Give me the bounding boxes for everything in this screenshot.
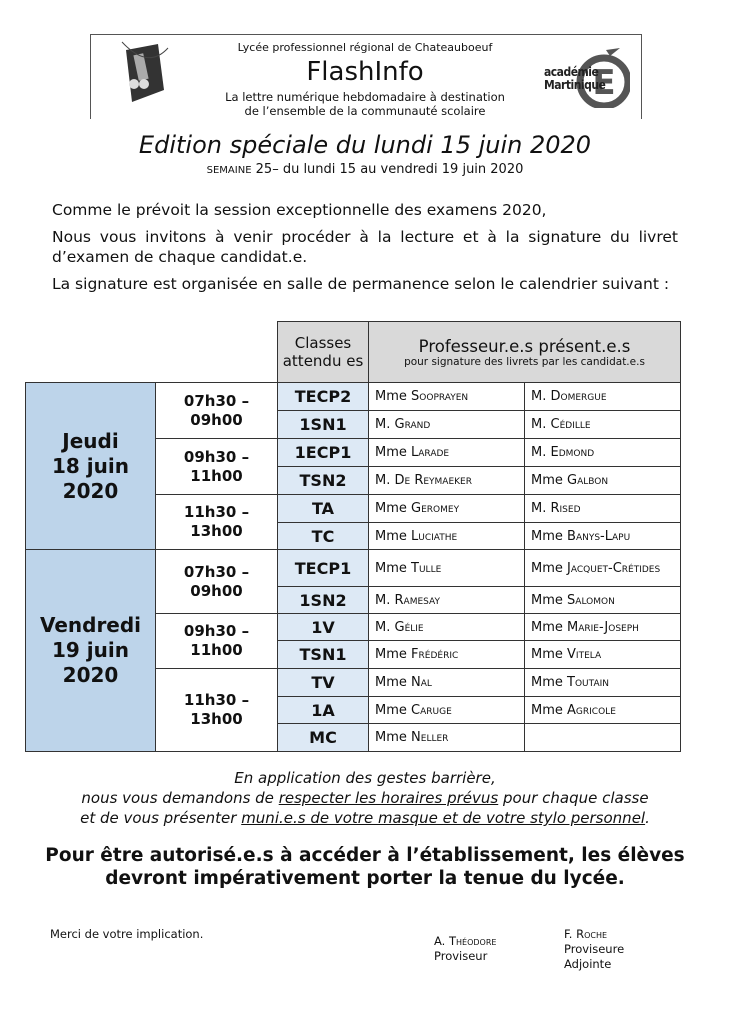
- time-start: 11h30 –: [183, 503, 250, 521]
- teacher-cell: [369, 439, 525, 467]
- empty-cell: [26, 322, 156, 383]
- teacher-title: Mme: [531, 473, 563, 488]
- intro-p2: Nous vous invitons à venir procéder à la lecture et à la signature du livret d’examen de chaque candidat.e.: [52, 228, 678, 266]
- teacher-cell: [525, 587, 681, 614]
- note-text: nous vous demandons de: [81, 789, 279, 807]
- header-classes: Classes attendu es: [278, 322, 369, 383]
- signatory-name: [564, 927, 624, 942]
- newsletter-title: FlashInfo: [306, 57, 424, 87]
- day-date: 19 juin: [52, 638, 129, 662]
- teacher-title: Mme: [531, 675, 563, 690]
- teacher-surname: Larade: [411, 445, 450, 460]
- school-name: Lycée professionnel régional de Chateauboeuf: [237, 41, 493, 54]
- teacher-title: M.: [531, 445, 547, 460]
- newsletter-tagline: [180, 90, 550, 118]
- note-text: pour chaque classe: [498, 789, 649, 807]
- teacher-title: Mme: [375, 560, 407, 576]
- tagline-line: de l’ensemble de la communauté scolaire: [244, 104, 486, 118]
- teacher-title: Mme: [375, 528, 407, 544]
- week-label: SEMAINE: [206, 165, 252, 176]
- day-name: Vendredi: [39, 613, 142, 637]
- time-end: 13h00: [190, 710, 243, 728]
- teacher-surname: Gélie: [394, 619, 424, 635]
- teacher-title: Mme: [375, 702, 407, 718]
- day-year: 2020: [62, 478, 119, 503]
- teacher-cell: [525, 641, 681, 669]
- header-profs-title: Professeur.e.s présent.e.s: [418, 336, 631, 356]
- class-cell: 1V: [278, 614, 369, 641]
- teacher-surname: Vitela: [567, 647, 602, 662]
- intro-p3: La signature est organisée en salle de permanence selon le calendrier suivant :: [52, 275, 670, 293]
- time-slot: [156, 439, 278, 495]
- day-name: Jeudi: [62, 428, 119, 453]
- note-emphasis: respecter les horaires prévus: [278, 789, 499, 807]
- teacher-title: M.: [531, 389, 547, 404]
- class-cell: 1A: [278, 697, 369, 724]
- school-logo: [118, 40, 170, 108]
- teacher-cell: [525, 523, 681, 550]
- signature-proviseur: [434, 934, 496, 964]
- edition-title: Edition spéciale du lundi 15 juin 2020: [138, 131, 592, 159]
- teacher-cell: [369, 641, 525, 669]
- class-cell: TC: [278, 523, 369, 550]
- time-end: 13h00: [190, 522, 243, 540]
- teacher-surname: Jacquet-Crétides: [567, 560, 661, 576]
- note-line: [0, 788, 730, 808]
- teacher-cell: [525, 724, 681, 752]
- teacher-cell: [525, 669, 681, 697]
- signatory-role: Proviseur: [434, 949, 488, 963]
- teacher-title: Mme: [531, 702, 563, 718]
- day-year: 2020: [62, 663, 119, 687]
- time-start: 09h30 –: [183, 447, 250, 466]
- teacher-surname: Caruge: [411, 702, 452, 718]
- teacher-cell: [525, 411, 681, 439]
- schedule-table: [25, 321, 681, 752]
- teacher-cell: [369, 724, 525, 752]
- time-end: 11h00: [190, 641, 243, 659]
- teacher-surname: Frédéric: [411, 647, 459, 662]
- teacher-surname: Domergue: [550, 389, 607, 404]
- logo-text: Martinique: [544, 78, 606, 92]
- teacher-cell: [369, 669, 525, 697]
- teacher-cell: [525, 467, 681, 495]
- note-text: et de vous présenter: [80, 809, 242, 827]
- teacher-cell: [525, 614, 681, 641]
- teacher-surname: Galbon: [567, 473, 609, 488]
- class-cell: TSN2: [278, 467, 369, 495]
- note-emphasis: muni.e.s de votre masque et de votre stylo personnel: [241, 809, 646, 827]
- teacher-surname: Marie-Joseph: [567, 619, 639, 635]
- teacher-title: Mme: [375, 647, 407, 662]
- teacher-surname: Tulle: [411, 560, 442, 576]
- class-cell: 1ECP1: [278, 439, 369, 467]
- class-cell: TECP2: [278, 383, 369, 411]
- academie-logo: [540, 48, 630, 108]
- teacher-cell: [525, 383, 681, 411]
- teacher-surname: Sooprayen: [411, 389, 469, 404]
- week-text: 25– du lundi 15 au vendredi 19 juin 2020: [251, 162, 524, 177]
- day-date: 18 juin: [52, 453, 129, 478]
- time-slot: [156, 614, 278, 669]
- uniform-warning: Pour être autorisé.e.s à accéder à l’établissement, les élèves devront impérativement porter la tenue du lycée.: [45, 845, 685, 889]
- teacher-title: Mme: [531, 592, 563, 608]
- barrier-note: [0, 768, 730, 828]
- teacher-title: M.: [375, 417, 391, 432]
- teacher-title: Mme: [375, 730, 407, 745]
- intro-p1: Comme le prévoit la session exceptionnelle des examens 2020,: [52, 201, 547, 219]
- signatory-name: [434, 934, 496, 949]
- initial: F.: [564, 927, 573, 941]
- teacher-title: Mme: [531, 647, 563, 662]
- teacher-surname: Agricole: [567, 702, 616, 718]
- teacher-cell: [369, 697, 525, 724]
- teacher-surname: Banys-Lapu: [567, 528, 631, 544]
- signature-adjointe: [564, 927, 624, 972]
- teacher-cell: [525, 550, 681, 587]
- teacher-title: M.: [375, 473, 391, 488]
- teacher-cell: [369, 383, 525, 411]
- time-start: 09h30 –: [183, 622, 250, 640]
- teacher-cell: [369, 614, 525, 641]
- surname: Théodore: [448, 934, 497, 948]
- teacher-title: M.: [531, 501, 547, 516]
- day-cell: [26, 383, 156, 550]
- class-cell: 1SN1: [278, 411, 369, 439]
- teacher-cell: [369, 495, 525, 523]
- signatory-role: Adjointe: [564, 957, 612, 971]
- teacher-title: M.: [531, 417, 547, 432]
- class-cell: TV: [278, 669, 369, 697]
- initial: A.: [434, 934, 446, 948]
- week-line: [0, 162, 730, 177]
- empty-cell: [156, 322, 278, 383]
- time-slot: [156, 669, 278, 752]
- teacher-title: Mme: [531, 528, 563, 544]
- teacher-surname: Rised: [550, 501, 581, 516]
- svg-text:E: E: [592, 63, 616, 103]
- note-text: .: [645, 809, 650, 827]
- teacher-cell: [525, 495, 681, 523]
- tagline-line: La lettre numérique hebdomadaire à destination: [225, 90, 505, 104]
- logo-text: académie: [544, 65, 599, 79]
- time-start: 11h30 –: [183, 691, 250, 709]
- teacher-cell: [369, 411, 525, 439]
- teacher-title: Mme: [531, 619, 563, 635]
- time-end: 09h00: [190, 410, 243, 429]
- teacher-surname: Grand: [394, 417, 431, 432]
- teacher-surname: Ramesay: [394, 592, 440, 608]
- teacher-cell: [525, 697, 681, 724]
- teacher-surname: Geromey: [411, 501, 460, 516]
- time-start: 07h30 –: [183, 391, 250, 410]
- class-cell: 1SN2: [278, 587, 369, 614]
- note-line: En application des gestes barrière,: [234, 769, 496, 787]
- teacher-surname: Nal: [411, 675, 432, 690]
- time-end: 09h00: [190, 581, 243, 600]
- teacher-title: Mme: [531, 560, 563, 576]
- teacher-title: M.: [375, 619, 391, 635]
- day-cell: [26, 550, 156, 752]
- header-profs-subtitle: pour signature des livrets par les candidat.e.s: [404, 355, 645, 368]
- header-profs: [369, 322, 681, 383]
- class-cell: MC: [278, 724, 369, 752]
- class-cell: TECP1: [278, 550, 369, 587]
- teacher-title: Mme: [375, 445, 407, 460]
- teacher-title: Mme: [375, 501, 407, 516]
- table-row: [26, 550, 681, 587]
- teacher-surname: Salomon: [567, 592, 615, 608]
- time-slot: [156, 383, 278, 439]
- signatory-role: Proviseure: [564, 942, 625, 956]
- time-end: 11h00: [190, 466, 243, 485]
- teacher-title: M.: [375, 592, 391, 608]
- time-slot: [156, 550, 278, 614]
- teacher-surname: Neller: [411, 730, 449, 745]
- teacher-surname: Cédille: [550, 417, 591, 432]
- time-slot: [156, 495, 278, 550]
- thanks: Merci de votre implication.: [50, 927, 204, 941]
- teacher-cell: [369, 523, 525, 550]
- table-row: [26, 383, 681, 411]
- teacher-cell: [525, 439, 681, 467]
- teacher-title: Mme: [375, 675, 407, 690]
- teacher-cell: [369, 587, 525, 614]
- teacher-cell: [369, 550, 525, 587]
- note-line: [0, 808, 730, 828]
- class-cell: TSN1: [278, 641, 369, 669]
- class-cell: TA: [278, 495, 369, 523]
- teacher-surname: Luciathe: [411, 528, 458, 544]
- teacher-title: Mme: [375, 389, 407, 404]
- time-start: 07h30 –: [183, 562, 250, 581]
- teacher-cell: [369, 467, 525, 495]
- teacher-surname: Edmond: [550, 445, 595, 460]
- teacher-surname: Toutain: [567, 675, 609, 690]
- teacher-surname: De Reymaeker: [394, 473, 472, 488]
- surname: Roche: [576, 927, 608, 941]
